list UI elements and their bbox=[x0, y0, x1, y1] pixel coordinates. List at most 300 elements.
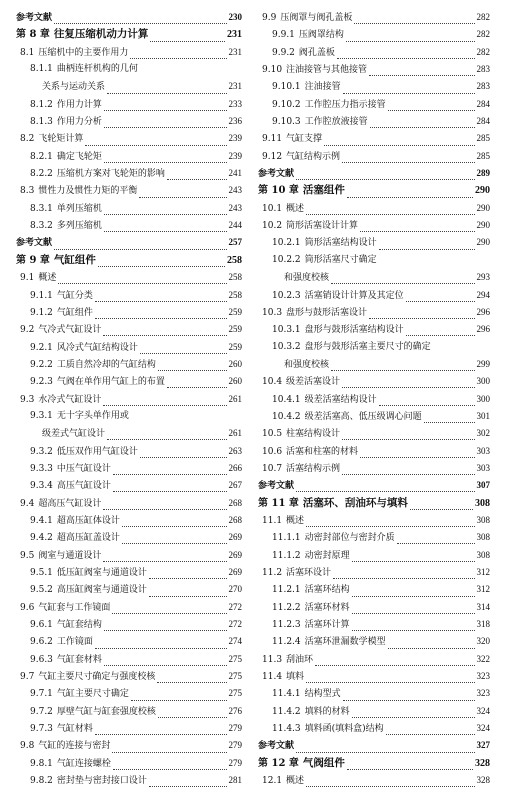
toc-entry-title: 气缸主要尺寸确定与强度校核 bbox=[38, 672, 156, 683]
toc-entry[interactable] bbox=[258, 359, 490, 376]
toc-entry-title: 注油接管与其他接管 bbox=[286, 65, 368, 76]
toc-dot-leader bbox=[140, 451, 227, 458]
toc-entry-number: 11.2.1 bbox=[272, 585, 301, 596]
toc-dot-leader bbox=[343, 87, 475, 94]
toc-page-number: 324 bbox=[476, 723, 490, 734]
toc-page-number: 258 bbox=[228, 289, 242, 300]
toc-dot-leader bbox=[157, 676, 226, 683]
toc-dot-leader bbox=[104, 624, 227, 631]
toc-dot-leader bbox=[95, 728, 227, 735]
toc-dot-leader bbox=[103, 503, 226, 510]
toc-entry[interactable] bbox=[258, 775, 490, 792]
toc-page-number: 233 bbox=[228, 98, 242, 109]
toc-page-number: 308 bbox=[476, 514, 490, 525]
toc-entry[interactable] bbox=[258, 463, 490, 480]
toc-entry-number: 第 8 章 bbox=[16, 29, 50, 41]
toc-entry-title: 参考文献 bbox=[16, 238, 53, 249]
toc-chapter-entry[interactable] bbox=[258, 758, 490, 775]
toc-entry[interactable] bbox=[258, 619, 490, 636]
toc-entry[interactable] bbox=[16, 376, 242, 393]
toc-dot-leader bbox=[331, 277, 474, 284]
toc-entry-number: 11.4.2 bbox=[272, 706, 301, 717]
toc-entry-number: 11.1.2 bbox=[272, 550, 301, 561]
toc-entry-number: 9.5.1 bbox=[30, 568, 53, 578]
toc-entry[interactable] bbox=[16, 740, 242, 757]
toc-entry[interactable] bbox=[16, 203, 242, 220]
toc-entry[interactable] bbox=[16, 428, 242, 445]
toc-chapter-entry[interactable] bbox=[258, 185, 490, 202]
toc-entry[interactable] bbox=[258, 151, 490, 168]
toc-entry[interactable] bbox=[16, 446, 242, 463]
toc-entry[interactable] bbox=[258, 116, 490, 133]
toc-entry-title: 筒形活塞设计计算 bbox=[286, 221, 359, 232]
toc-dot-leader bbox=[306, 676, 474, 683]
toc-entry-title: 动密封部位与密封介质 bbox=[304, 533, 395, 544]
toc-entry[interactable] bbox=[258, 602, 490, 619]
toc-page-number: 314 bbox=[476, 601, 490, 612]
toc-entry[interactable] bbox=[258, 688, 490, 705]
toc-dot-leader bbox=[95, 642, 227, 649]
toc-entry[interactable] bbox=[16, 64, 242, 81]
toc-column-left bbox=[16, 12, 242, 792]
toc-entry-title: 压阀罩结构 bbox=[298, 30, 344, 41]
toc-entry-title: 活塞结构示例 bbox=[286, 463, 341, 474]
toc-page-number: 243 bbox=[228, 202, 242, 213]
toc-entry-title: 动密封原理 bbox=[304, 550, 350, 561]
toc-entry[interactable] bbox=[258, 203, 490, 220]
toc-dot-leader bbox=[149, 572, 227, 579]
toc-entry-title: 低压双作用气缸设计 bbox=[56, 446, 138, 457]
toc-entry-title: 级差式气缸设计 bbox=[42, 429, 106, 440]
toc-dot-leader bbox=[113, 763, 227, 770]
toc-dot-leader bbox=[388, 104, 475, 111]
toc-page-number: 328 bbox=[476, 775, 490, 786]
toc-entry[interactable] bbox=[16, 602, 242, 619]
toc-entry[interactable] bbox=[258, 376, 490, 393]
toc-entry[interactable] bbox=[258, 654, 490, 671]
toc-entry[interactable] bbox=[258, 272, 490, 289]
toc-page-number: 263 bbox=[228, 445, 242, 456]
toc-entry-title: 活塞环材料 bbox=[304, 602, 350, 613]
toc-entry-title: 气缸结构示例 bbox=[286, 151, 341, 162]
toc-entry[interactable] bbox=[16, 723, 242, 740]
toc-page-number: 328 bbox=[475, 757, 490, 769]
toc-entry-title: 和强度校核 bbox=[284, 359, 330, 370]
toc-page-number: 279 bbox=[228, 757, 242, 768]
toc-dot-leader bbox=[54, 17, 226, 24]
toc-entry[interactable] bbox=[16, 272, 242, 289]
toc-entry-title: 级差活塞结构设计 bbox=[304, 394, 377, 405]
toc-dot-leader bbox=[158, 711, 227, 718]
toc-entry-title: 高压气缸设计 bbox=[56, 481, 111, 492]
toc-dot-leader bbox=[354, 17, 474, 24]
toc-dot-leader bbox=[347, 763, 473, 770]
toc-entry[interactable] bbox=[16, 220, 242, 237]
toc-entry[interactable] bbox=[16, 342, 242, 359]
toc-page-number: 272 bbox=[228, 601, 242, 612]
toc-chapter-entry[interactable] bbox=[16, 255, 242, 272]
toc-entry[interactable] bbox=[258, 290, 490, 307]
toc-page-number: 303 bbox=[476, 462, 490, 473]
toc-entry[interactable] bbox=[16, 47, 242, 64]
toc-entry[interactable] bbox=[16, 394, 242, 411]
toc-entry-title: 低压缸阀室与通道设计 bbox=[56, 568, 147, 578]
toc-entry[interactable] bbox=[16, 550, 242, 567]
toc-entry-number: 8.1.2 bbox=[30, 99, 53, 110]
toc-page-number: 231 bbox=[227, 29, 242, 41]
toc-entry-title: 气缸连接螺栓 bbox=[56, 758, 111, 769]
toc-entry[interactable] bbox=[16, 133, 242, 150]
toc-entry-title: 阀孔盖板 bbox=[298, 47, 335, 58]
toc-dot-leader bbox=[369, 69, 474, 76]
toc-entry[interactable] bbox=[258, 515, 490, 532]
toc-dot-leader bbox=[104, 659, 227, 666]
toc-entry[interactable] bbox=[258, 133, 490, 150]
toc-page-number: 275 bbox=[228, 653, 242, 664]
toc-entry-title: 气缸套材料 bbox=[56, 654, 102, 665]
toc-entry-number: 10.3.2 bbox=[272, 341, 301, 352]
toc-page-number: 296 bbox=[476, 306, 490, 317]
toc-page-number: 267 bbox=[228, 480, 242, 491]
toc-entry[interactable] bbox=[258, 12, 490, 29]
toc-entry[interactable] bbox=[258, 99, 490, 116]
toc-entry[interactable] bbox=[16, 307, 242, 324]
toc-entry[interactable] bbox=[258, 480, 490, 497]
toc-entry-title: 飞轮矩计算 bbox=[38, 134, 84, 145]
toc-entry[interactable] bbox=[258, 307, 490, 324]
toc-entry-number: 9.1 bbox=[20, 273, 35, 284]
toc-dot-leader bbox=[95, 312, 227, 319]
toc-entry[interactable] bbox=[16, 654, 242, 671]
toc-page-number: 282 bbox=[476, 29, 490, 40]
toc-entry[interactable] bbox=[258, 342, 490, 359]
toc-entry-number: 9.3.1 bbox=[30, 410, 53, 421]
toc-page-number: 300 bbox=[476, 376, 490, 387]
toc-page-number: 244 bbox=[228, 220, 242, 231]
toc-entry[interactable] bbox=[16, 185, 242, 202]
toc-entry[interactable] bbox=[258, 446, 490, 463]
toc-entry[interactable] bbox=[16, 237, 242, 254]
toc-page-number: 308 bbox=[476, 549, 490, 560]
toc-entry-number: 11.2.4 bbox=[272, 637, 301, 648]
toc-page-number: 259 bbox=[228, 324, 242, 335]
toc-page-number: 259 bbox=[228, 306, 242, 317]
toc-entry[interactable] bbox=[258, 567, 490, 584]
toc-page-number: 283 bbox=[476, 64, 490, 75]
toc-chapter-entry[interactable] bbox=[16, 29, 242, 46]
toc-entry-title: 活塞环设计 bbox=[286, 568, 332, 578]
toc-entry[interactable] bbox=[16, 12, 242, 29]
toc-page-number: 257 bbox=[228, 237, 242, 248]
toc-dot-leader bbox=[397, 537, 475, 544]
toc-dot-leader bbox=[306, 208, 474, 215]
toc-page-number: 268 bbox=[228, 497, 242, 508]
toc-dot-leader bbox=[104, 104, 227, 111]
toc-entry-title: 作用力分析 bbox=[56, 117, 102, 128]
toc-page-number: 261 bbox=[228, 428, 242, 439]
toc-page-number: 258 bbox=[227, 254, 242, 266]
toc-entry[interactable] bbox=[16, 688, 242, 705]
toc-entry[interactable] bbox=[16, 584, 242, 601]
toc-entry[interactable] bbox=[16, 324, 242, 341]
toc-entry-title: 概述 bbox=[286, 515, 305, 526]
toc-entry-title: 盘形与鼓形活塞主要尺寸的确定 bbox=[304, 341, 431, 352]
toc-dot-leader bbox=[130, 52, 226, 59]
toc-page-number: 266 bbox=[228, 462, 242, 473]
toc-entry-number: 9.4.2 bbox=[30, 533, 53, 544]
toc-dot-leader bbox=[104, 156, 227, 163]
toc-page-number: 300 bbox=[476, 393, 490, 404]
toc-entry-title: 水冷式气缸设计 bbox=[38, 394, 102, 405]
toc-entry[interactable] bbox=[258, 706, 490, 723]
toc-entry[interactable] bbox=[258, 394, 490, 411]
toc-entry-title: 筒形活塞尺寸确定 bbox=[304, 254, 377, 265]
toc-entry-number: 8.3.1 bbox=[30, 203, 53, 214]
toc-entry[interactable] bbox=[258, 237, 490, 254]
toc-page-number: 322 bbox=[476, 653, 490, 664]
toc-dot-leader bbox=[337, 52, 475, 59]
toc-entry-title: 超高压缸盖设计 bbox=[56, 533, 120, 544]
toc-chapter-entry[interactable] bbox=[258, 498, 490, 515]
toc-entry-number: 8.3 bbox=[20, 186, 35, 197]
toc-entry-number: 8.2.1 bbox=[30, 151, 53, 162]
toc-entry-number: 9.3.2 bbox=[30, 446, 53, 457]
toc-dot-leader bbox=[386, 728, 475, 735]
toc-entry-number: 8.1.1 bbox=[30, 64, 53, 75]
toc-entry[interactable] bbox=[16, 116, 242, 133]
toc-entry[interactable] bbox=[16, 168, 242, 185]
toc-entry[interactable] bbox=[258, 532, 490, 549]
toc-entry-number: 8.3.2 bbox=[30, 221, 53, 232]
toc-dot-leader bbox=[150, 35, 225, 42]
toc-dot-leader bbox=[352, 607, 475, 614]
toc-dot-leader bbox=[58, 277, 226, 284]
toc-dot-leader bbox=[342, 156, 474, 163]
toc-page-number: 272 bbox=[228, 619, 242, 630]
toc-entry-number: 11.4.1 bbox=[272, 689, 301, 700]
toc-dot-leader bbox=[352, 624, 475, 631]
toc-page-number: 294 bbox=[476, 289, 490, 300]
toc-page-number: 296 bbox=[476, 324, 490, 335]
toc-page-number: 236 bbox=[228, 116, 242, 127]
toc-entry[interactable] bbox=[258, 324, 490, 341]
toc-dot-leader bbox=[370, 121, 475, 128]
toc-entry-title: 填料的材料 bbox=[304, 706, 350, 717]
toc-dot-leader bbox=[347, 191, 473, 198]
toc-entry[interactable] bbox=[16, 775, 242, 792]
toc-dot-leader bbox=[139, 191, 226, 198]
toc-entry[interactable] bbox=[258, 671, 490, 688]
toc-entry-title: 压阀罩与阀孔盖板 bbox=[280, 13, 353, 23]
toc-entry-title: 气缸的连接与密封 bbox=[38, 741, 111, 752]
toc-entry-number: 9.8.2 bbox=[30, 776, 53, 787]
toc-entry-number: 9.2.3 bbox=[30, 377, 53, 388]
toc-entry-number: 10.2.2 bbox=[272, 254, 301, 265]
toc-entry[interactable] bbox=[16, 290, 242, 307]
toc-entry[interactable] bbox=[258, 29, 490, 46]
toc-entry-title: 气冷式气缸设计 bbox=[38, 325, 102, 336]
toc-entry-number: 第 10 章 bbox=[258, 185, 299, 197]
toc-entry-title: 超高压气缸设计 bbox=[38, 498, 102, 509]
toc-entry-number: 第 12 章 bbox=[258, 757, 299, 769]
toc-entry-number: 9.6.2 bbox=[30, 637, 53, 648]
toc-entry[interactable] bbox=[258, 740, 490, 757]
toc-page-number: 258 bbox=[228, 272, 242, 283]
toc-dot-leader bbox=[54, 243, 226, 250]
toc-page-number: 308 bbox=[476, 532, 490, 543]
toc-entry-title: 概述 bbox=[286, 203, 305, 214]
toc-entry-title: 单列压缩机 bbox=[56, 203, 102, 214]
toc-entry-number: 8.2.2 bbox=[30, 169, 53, 180]
toc-entry-title: 风冷式气缸结构设计 bbox=[56, 342, 138, 353]
toc-entry-number: 10.2.1 bbox=[272, 238, 301, 249]
toc-entry-title: 气缸主要尺寸确定 bbox=[56, 689, 129, 700]
toc-entry-title: 惯性力及惯性力矩的平衡 bbox=[38, 186, 138, 197]
toc-entry[interactable] bbox=[16, 671, 242, 688]
toc-entry[interactable] bbox=[16, 151, 242, 168]
toc-entry[interactable] bbox=[258, 411, 490, 428]
toc-entry-number: 9.3 bbox=[20, 394, 35, 405]
toc-entry[interactable] bbox=[16, 498, 242, 515]
toc-entry-title: 活塞环计算 bbox=[304, 620, 350, 631]
toc-entry-number: 10.5 bbox=[262, 429, 283, 440]
toc-entry[interactable] bbox=[258, 723, 490, 740]
toc-entry-number: 9.9 bbox=[262, 13, 277, 23]
toc-entry[interactable] bbox=[16, 758, 242, 775]
toc-entry-title: 气缸套与工作镜面 bbox=[38, 602, 111, 613]
toc-dot-leader bbox=[104, 225, 227, 232]
toc-page-number: 290 bbox=[476, 237, 490, 248]
toc-dot-leader bbox=[333, 572, 474, 579]
toc-dot-leader bbox=[406, 295, 475, 302]
toc-dot-leader bbox=[149, 780, 227, 787]
toc-entry-title: 超高压缸体设计 bbox=[56, 515, 120, 526]
toc-page-number: 243 bbox=[228, 185, 242, 196]
toc-entry-number: 9.3.3 bbox=[30, 463, 53, 474]
toc-page-number: 275 bbox=[228, 688, 242, 699]
toc-page-number: 259 bbox=[228, 341, 242, 352]
toc-page-number: 323 bbox=[476, 671, 490, 682]
toc-page-number: 269 bbox=[228, 567, 242, 577]
toc-page-number: 299 bbox=[476, 358, 490, 369]
toc-entry-title: 活塞环结构 bbox=[304, 585, 350, 596]
toc-entry[interactable] bbox=[258, 168, 490, 185]
toc-entry[interactable] bbox=[16, 636, 242, 653]
toc-entry-title: 注油接管 bbox=[304, 82, 341, 93]
toc-entry[interactable] bbox=[258, 636, 490, 653]
toc-page-number: 268 bbox=[228, 514, 242, 525]
toc-entry-number: 9.6.3 bbox=[30, 654, 53, 665]
toc-dot-leader bbox=[342, 433, 474, 440]
toc-dot-leader bbox=[352, 711, 475, 718]
toc-entry-title: 气阀在单作用气缸上的布置 bbox=[56, 377, 165, 388]
toc-entry-number: 10.2.3 bbox=[272, 290, 301, 301]
toc-entry[interactable] bbox=[16, 359, 242, 376]
toc-entry-number: 9.10.1 bbox=[272, 82, 301, 93]
toc-entry-title: 参考文献 bbox=[258, 169, 295, 180]
toc-entry-title: 盘形与鼓形活塞设计 bbox=[286, 307, 368, 318]
toc-entry-number: 9.8.1 bbox=[30, 758, 53, 769]
toc-entry-number: 9.5 bbox=[20, 550, 35, 561]
toc-entry-title: 刮油环 bbox=[286, 654, 314, 665]
toc-entry[interactable] bbox=[16, 411, 242, 428]
toc-entry-title: 工作腔放液接管 bbox=[304, 117, 368, 128]
toc-entry-number: 9.4.1 bbox=[30, 515, 53, 526]
toc-dot-leader bbox=[113, 485, 227, 492]
toc-entry[interactable] bbox=[16, 81, 242, 98]
toc-entry[interactable] bbox=[16, 706, 242, 723]
toc-dot-leader bbox=[342, 381, 474, 388]
toc-entry[interactable] bbox=[16, 515, 242, 532]
toc-dot-leader bbox=[167, 173, 227, 180]
toc-dot-leader bbox=[85, 139, 226, 146]
toc-page-number: 285 bbox=[476, 150, 490, 161]
toc-entry[interactable] bbox=[258, 47, 490, 64]
toc-entry[interactable] bbox=[258, 428, 490, 445]
toc-entry-number: 11.2.3 bbox=[272, 620, 301, 631]
toc-entry[interactable] bbox=[16, 619, 242, 636]
toc-dot-leader bbox=[424, 416, 475, 423]
toc-dot-leader bbox=[296, 485, 474, 492]
toc-dot-leader bbox=[352, 590, 475, 597]
toc-entry[interactable] bbox=[16, 532, 242, 549]
toc-dot-leader bbox=[352, 555, 475, 562]
toc-entry[interactable] bbox=[258, 220, 490, 237]
toc-entry[interactable] bbox=[258, 550, 490, 567]
toc-entry[interactable] bbox=[16, 463, 242, 480]
toc-page-number: 239 bbox=[228, 133, 242, 144]
toc-entry[interactable] bbox=[258, 255, 490, 272]
toc-entry-title: 气缸材料 bbox=[56, 724, 93, 735]
toc-entry-number: 9.3.4 bbox=[30, 481, 53, 492]
toc-entry[interactable] bbox=[16, 480, 242, 497]
toc-dot-leader bbox=[122, 537, 227, 544]
toc-entry-title: 参考文献 bbox=[258, 741, 295, 752]
toc-entry-number: 10.3.1 bbox=[272, 325, 301, 336]
toc-entry-number: 9.2 bbox=[20, 325, 35, 336]
toc-entry[interactable] bbox=[258, 584, 490, 601]
toc-entry-title: 柱塞结构设计 bbox=[286, 429, 341, 440]
toc-entry[interactable] bbox=[16, 567, 242, 584]
toc-entry-title: 级差活塞设计 bbox=[286, 377, 341, 388]
toc-dot-leader bbox=[346, 35, 475, 42]
toc-entry-title: 盘形与鼓形活塞结构设计 bbox=[304, 325, 404, 336]
toc-entry-title: 概述 bbox=[38, 273, 57, 284]
toc-entry-title: 阀室与通道设计 bbox=[38, 550, 102, 561]
toc-entry[interactable] bbox=[258, 64, 490, 81]
toc-entry-number: 9.6.1 bbox=[30, 620, 53, 631]
toc-entry-number: 9.1.1 bbox=[30, 290, 53, 301]
toc-entry-title: 工作腔压力指示接管 bbox=[304, 99, 386, 110]
toc-entry-number: 11.3 bbox=[262, 654, 283, 665]
toc-entry-title: 活塞组件 bbox=[302, 184, 345, 197]
toc-entry-number: 9.11 bbox=[262, 134, 283, 145]
toc-dot-leader bbox=[369, 312, 474, 319]
toc-dot-leader bbox=[149, 590, 227, 597]
toc-page-number: 261 bbox=[228, 393, 242, 404]
toc-dot-leader bbox=[315, 659, 474, 666]
toc-entry-title: 气缸组件 bbox=[53, 253, 96, 266]
toc-entry[interactable] bbox=[16, 99, 242, 116]
toc-entry-title: 密封垫与密封接口设计 bbox=[56, 776, 147, 787]
toc-dot-leader bbox=[103, 399, 226, 406]
toc-page-number: 324 bbox=[476, 705, 490, 716]
toc-entry-number: 9.10 bbox=[262, 65, 283, 76]
toc-entry[interactable] bbox=[258, 81, 490, 98]
toc-entry-number: 9.7.2 bbox=[30, 706, 53, 717]
toc-entry-title: 气缸支撑 bbox=[286, 134, 323, 145]
toc-page-number: 260 bbox=[228, 376, 242, 387]
